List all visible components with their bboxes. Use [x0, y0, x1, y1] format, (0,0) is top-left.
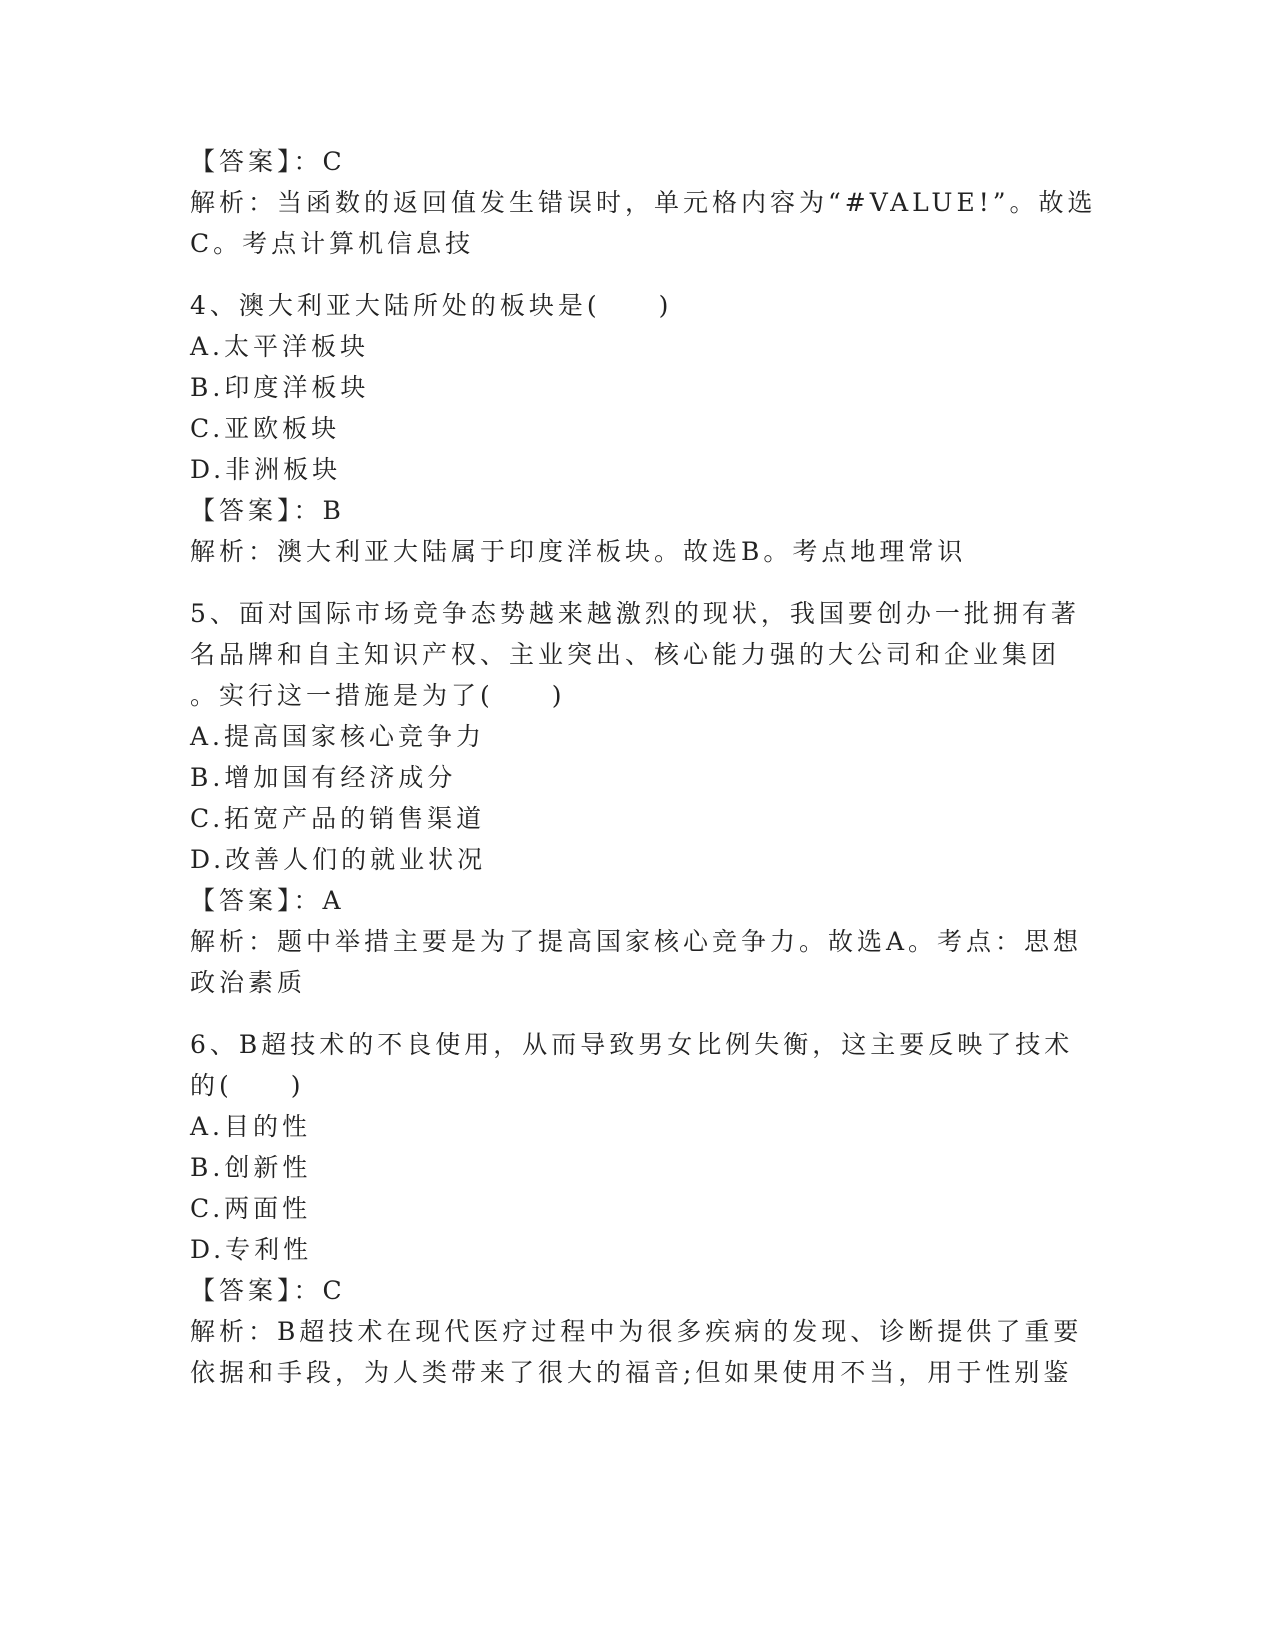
q6-question-line2: 的( )	[190, 1071, 305, 1100]
q4-option-b: B.印度洋板块	[190, 373, 370, 402]
q6-explanation-line2: 依据和手段，为人类带来了很大的福音;但如果使用不当，用于性别鉴	[190, 1358, 1073, 1387]
q6-explanation-line1: 解析：B超技术在现代医疗过程中为很多疾病的发现、诊断提供了重要	[190, 1317, 1083, 1346]
q6-answer: 【答案】：C	[190, 1276, 346, 1305]
q5-option-a: A.提高国家核心竞争力	[190, 722, 486, 751]
q5-option-b: B.增加国有经济成分	[190, 763, 457, 792]
q4-question: 4、澳大利亚大陆所处的板块是( )	[190, 291, 673, 320]
q5-question-line3: 。实行这一措施是为了( )	[190, 681, 566, 710]
q6-option-a: A.目的性	[190, 1112, 312, 1141]
q6-option-c: C.两面性	[190, 1194, 312, 1223]
q6-question-line1: 6、B超技术的不良使用，从而导致男女比例失衡，这主要反映了技术	[190, 1030, 1074, 1059]
q4-option-c: C.亚欧板块	[190, 414, 341, 443]
q4-option-a: A.太平洋板块	[190, 332, 370, 361]
q4-explanation-line1: 解析：澳大利亚大陆属于印度洋板块。故选B。考点地理常识	[190, 537, 967, 566]
q3-explanation-line1: 解析：当函数的返回值发生错误时，单元格内容为“#VALUE!”。故选	[190, 188, 1097, 217]
q5-answer: 【答案】：A	[190, 886, 345, 915]
q5-question-line2: 名品牌和自主知识产权、主业突出、核心能力强的大公司和企业集团	[190, 640, 1061, 669]
q3-answer: 【答案】：C	[190, 147, 346, 176]
q6-option-b: B.创新性	[190, 1153, 312, 1182]
q5-option-d: D.改善人们的就业状况	[190, 845, 487, 874]
q5-explanation-line1: 解析：题中举措主要是为了提高国家核心竞争力。故选A。考点：思想	[190, 927, 1083, 956]
q3-explanation-line2: C。考点计算机信息技	[190, 229, 475, 258]
q5-option-c: C.拓宽产品的销售渠道	[190, 804, 486, 833]
q4-answer: 【答案】：B	[190, 496, 345, 525]
q4-option-d: D.非洲板块	[190, 455, 342, 484]
q6-option-d: D.专利性	[190, 1235, 313, 1264]
q5-explanation-line2: 政治素质	[190, 968, 307, 997]
q5-question-line1: 5、面对国际市场竞争态势越来越激烈的现状，我国要创办一批拥有著	[190, 599, 1080, 628]
